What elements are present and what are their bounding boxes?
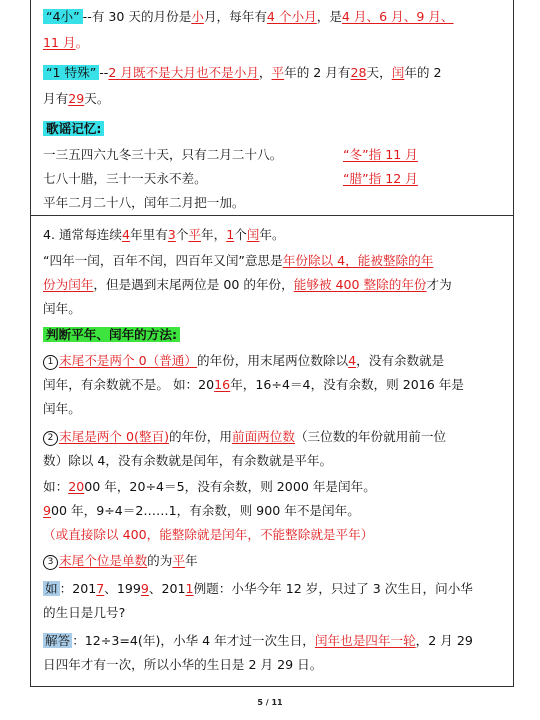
answer-line-1: 解答 ：12÷3=4(年)，小华 4 年才过一次生日，闰年也是四年一轮，2 月 29 (45, 633, 473, 648)
method-2-line-1: 2 末尾是两个 0(整百)的年份，用前面两位数（三位数的年份就用前一位 (43, 428, 505, 446)
circled-two-icon: 2 (43, 431, 58, 446)
method-2-line-2: 数）除以 4，没有余数就是闰年，有余数就是平年。 (43, 453, 333, 468)
rule-line-1: “四年一闰，百年不闰，四百年又闰”意思是年份除以 4，能被整除的年 (43, 253, 434, 268)
rhyme-line-1: 一三五四六九冬三十天，只有二月二十八。 “冬”指 11 月 (43, 147, 418, 162)
top-box (30, 0, 514, 216)
bottom-box (30, 215, 514, 687)
line-small-months: “4小” --有 30 天的月份是小月，每年有4 个小月，是4 月、6 月、9 月、 (43, 8, 505, 26)
method-heading: 判断平年、闰年的方法: (43, 326, 505, 344)
rule-line-2: 份为闰年，但是遇到末尾两位是 00 的年份，能够被 400 整除的年份才为 (43, 277, 452, 292)
example-line-1: 如 ：2017、1999、2011例题：小华今年 12 岁，只过了 3 次生日，问小华 (45, 581, 473, 596)
rhyme-line-2: 七八十腊，三十一天永不差。 “腊”指 12 月 (43, 171, 418, 186)
method-1-line-1: 1 末尾不是两个 0（普通）的年份，用末尾两位数除以4，没有余数就是 (43, 352, 505, 370)
example-line-2: 的生日是几号? (43, 605, 126, 620)
circled-three-icon: 3 (43, 555, 58, 570)
circled-one-icon: 1 (43, 355, 58, 370)
page-number: 5 / 11 (257, 698, 283, 707)
line-one-special: “1 特殊” --2 月既不是大月也不是小月，平年的 2 月有28天，闰年的 2 (43, 64, 505, 82)
line-small-months-cont: 11 月。 (43, 35, 89, 50)
answer-line-2: 日四年才有一次，所以小华的生日是 2 月 29 日。 (43, 657, 323, 672)
method-1-line-3: 闰年。 (43, 401, 81, 416)
method-2-example-2: 900 年，9÷4＝2……1，有余数，则 900 年不是闰年。 (43, 503, 360, 518)
rhyme-heading: 歌谣记忆: (43, 120, 505, 138)
method-2-example-1: 如：2000 年，20÷4＝5，没有余数，则 2000 年是闰年。 (43, 479, 376, 494)
rule-line-3: 闰年。 (43, 301, 81, 316)
rhyme-line-3: 平年二月二十八，闰年二月把一加。 (43, 195, 245, 210)
highlight-4-small: “4小” (43, 9, 83, 24)
point-4: 4. 通常每连续4年里有3个平年，1个闰年。 (43, 227, 285, 242)
method-1-line-2: 闰年，有余数就不是。 如：2016年，16÷4＝4，没有余数，则 2016 年是 (43, 377, 464, 392)
method-3: 3 末尾个位是单数的为平年 (43, 552, 505, 570)
method-2-note: （或直接除以 400，能整除就是闰年，不能整除就是平年） (43, 527, 374, 542)
highlight-1-special: “1 特殊” (43, 65, 99, 80)
line-one-special-cont: 月有29天。 (43, 91, 110, 106)
